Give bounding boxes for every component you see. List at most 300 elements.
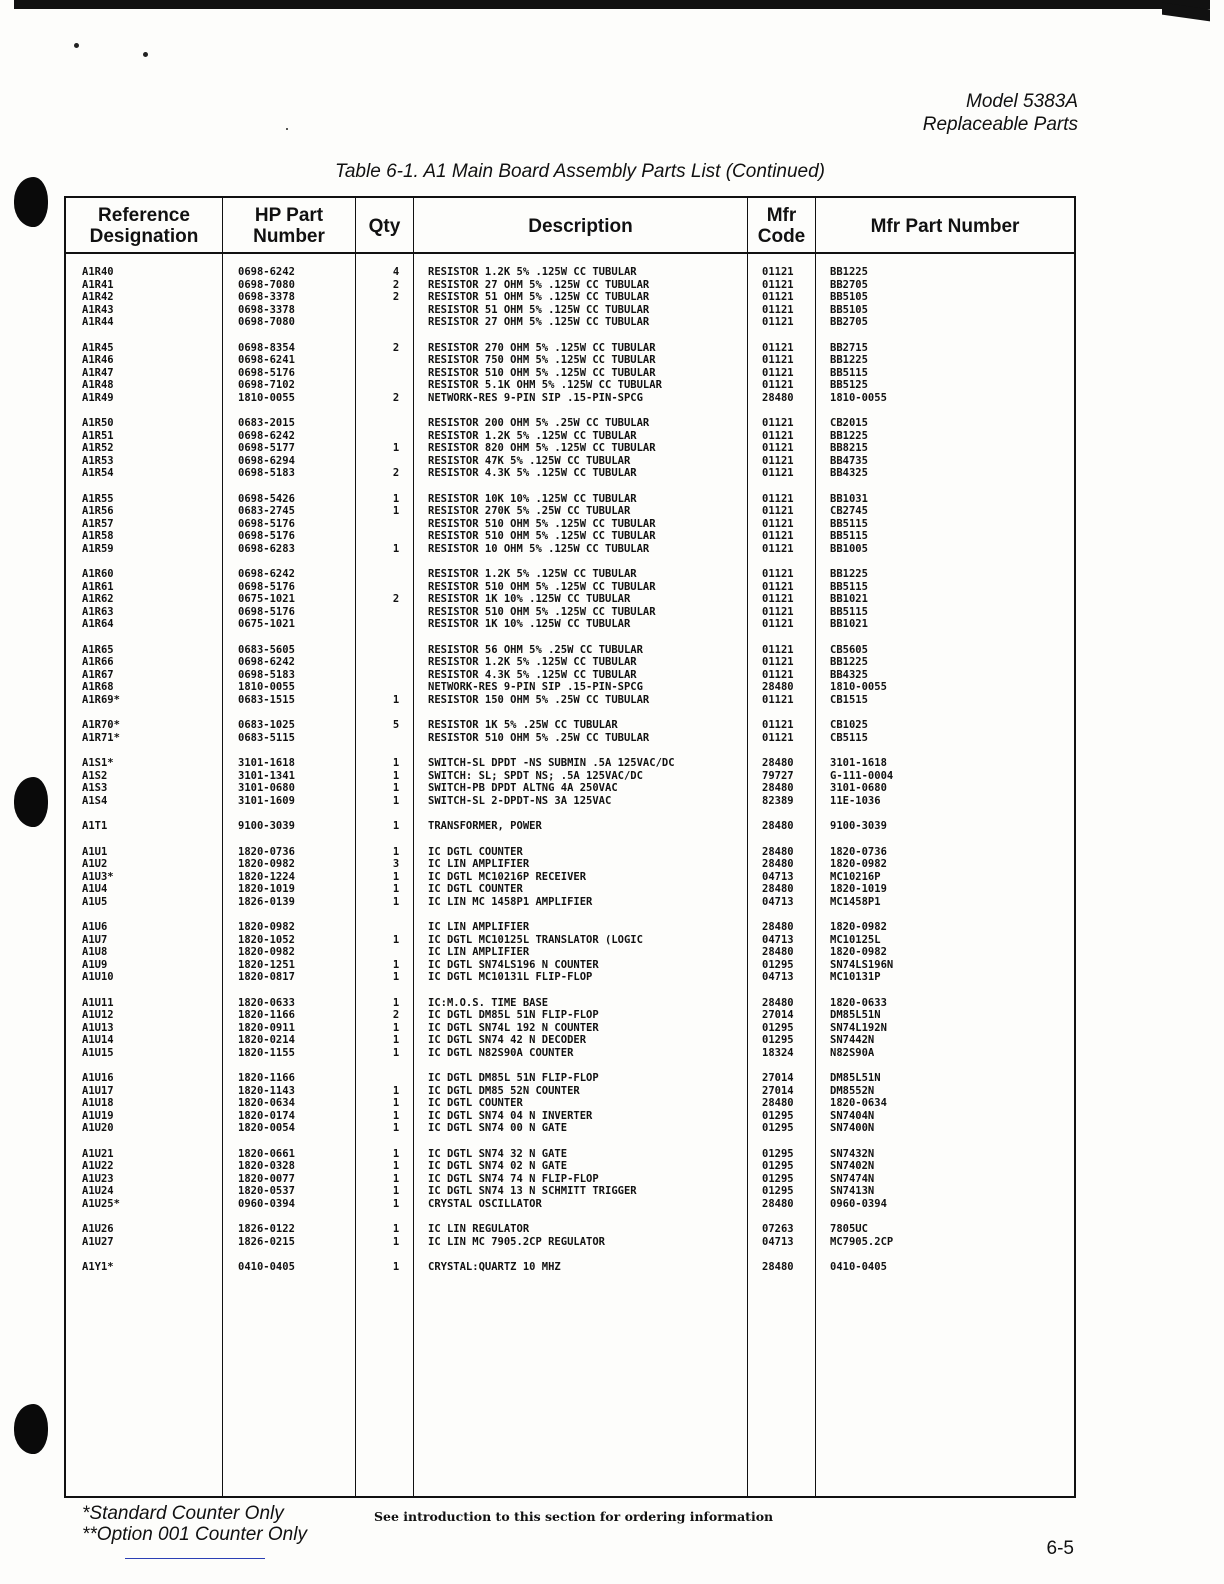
cell-mfr-code: 01121: [762, 417, 794, 429]
table-row: [66, 581, 1074, 594]
cell-mfr-part-number: SN7413N: [830, 1185, 875, 1197]
cell-mfr-part-number: BB2705: [830, 278, 868, 291]
table-row: [66, 1022, 1074, 1035]
cell-description: RESISTOR 4.3K 5% .125W CC TUBULAR: [428, 668, 637, 681]
table-row: [66, 1072, 1074, 1085]
cell-hp-part-number: 1820-0214: [238, 1034, 295, 1046]
row-group: [66, 1223, 1074, 1248]
cell-reference-designation: A1U16: [82, 1072, 114, 1084]
cell-hp-part-number: 0683-1025: [238, 719, 295, 731]
cell-description: IC LIN MC 1458P1 AMPLIFIER: [428, 895, 593, 908]
cell-hp-part-number: 0698-6241: [238, 354, 295, 366]
cell-mfr-code: 01121: [762, 454, 794, 467]
cell-mfr-code: 01121: [762, 656, 794, 668]
cell-mfr-part-number: MC7905.2CP: [830, 1235, 894, 1248]
cell-description: RESISTOR 510 OHM 5% .25W CC TUBULAR: [428, 731, 650, 744]
cell-mfr-code: 27014: [762, 1084, 794, 1097]
table-row: [66, 1236, 1074, 1249]
section-label: Replaceable Parts: [922, 114, 1078, 135]
cell-hp-part-number: 1820-1019: [238, 883, 295, 895]
table-row: [66, 1034, 1074, 1047]
cell-reference-designation: A1U9: [82, 958, 108, 971]
cell-mfr-part-number: 1820-0982: [830, 921, 887, 933]
cell-qty: 1: [392, 1097, 400, 1109]
cell-description: IC DGTL SN74 32 N GATE: [428, 1147, 568, 1160]
cell-reference-designation: A1R66: [82, 656, 114, 668]
cell-reference-designation: A1R59: [82, 542, 114, 555]
cell-hp-part-number: 0683-2745: [238, 505, 295, 517]
cell-description: RESISTOR 51 OHM 5% .125W CC TUBULAR: [428, 303, 650, 316]
cell-hp-part-number: 0698-7080: [238, 278, 295, 291]
cell-reference-designation: A1R68: [82, 681, 114, 693]
cell-hp-part-number: 1820-1166: [238, 1009, 295, 1021]
cell-description: SWITCH-SL DPDT -NS SUBMIN .5A 125VAC/DC: [428, 757, 675, 769]
cell-hp-part-number: 3101-1609: [238, 794, 295, 807]
cell-mfr-code: 01295: [762, 1021, 794, 1034]
cell-hp-part-number: 0698-3378: [238, 303, 295, 316]
cell-qty: 1: [392, 1261, 400, 1273]
cell-qty: 1: [392, 442, 400, 454]
cell-mfr-code: 01121: [762, 542, 794, 555]
cell-mfr-part-number: 3101-0680: [830, 782, 887, 794]
cell-hp-part-number: 0410-0405: [238, 1261, 295, 1273]
table-row: [66, 430, 1074, 443]
table-row: [66, 1122, 1074, 1135]
cell-reference-designation: A1Y1*: [82, 1261, 114, 1273]
table-row: [66, 732, 1074, 745]
table-row: [66, 606, 1074, 619]
cell-hp-part-number: 0698-5183: [238, 668, 295, 681]
cell-qty: 2: [392, 391, 400, 404]
cell-hp-part-number: 1810-0055: [238, 391, 295, 404]
table-row: [66, 1009, 1074, 1022]
cell-mfr-part-number: 9100-3039: [830, 820, 887, 832]
cell-reference-designation: A1S2: [82, 769, 108, 782]
cell-mfr-part-number: SN7404N: [830, 1109, 875, 1122]
cell-reference-designation: A1R40: [82, 266, 114, 278]
cell-qty: 1: [392, 895, 400, 908]
cell-reference-designation: A1U10: [82, 971, 114, 983]
cell-reference-designation: A1R67: [82, 668, 114, 681]
cell-mfr-part-number: BB4325: [830, 668, 868, 681]
cell-mfr-code: 04713: [762, 971, 794, 983]
cell-hp-part-number: 9100-3039: [238, 820, 295, 832]
row-group: [66, 820, 1074, 833]
cell-mfr-code: 04713: [762, 1235, 794, 1248]
cell-hp-part-number: 3101-1341: [238, 769, 295, 782]
cell-qty: 1: [392, 794, 400, 807]
cell-hp-part-number: 1820-0537: [238, 1185, 295, 1197]
cell-mfr-part-number: BB5125: [830, 379, 868, 391]
cell-mfr-code: 01121: [762, 341, 794, 354]
cell-qty: 2: [392, 291, 400, 303]
cell-reference-designation: A1U8: [82, 946, 108, 958]
cell-mfr-code: 04713: [762, 895, 794, 908]
cell-qty: 1: [392, 1223, 400, 1235]
binder-hole: [14, 177, 48, 227]
cell-description: NETWORK-RES 9-PIN SIP .15-PIN-SPCG: [428, 391, 643, 404]
model-label: Model 5383A: [966, 91, 1078, 112]
footnotes: [82, 1503, 307, 1545]
cell-description: IC DGTL SN74LS196 N COUNTER: [428, 958, 599, 971]
cell-description: RESISTOR 1.2K 5% .125W CC TUBULAR: [428, 429, 637, 442]
cell-hp-part-number: 1826-0139: [238, 895, 295, 908]
cell-mfr-part-number: MC10131P: [830, 971, 881, 983]
table-title: Table 6-1. A1 Main Board Assembly Parts List (Continued): [335, 161, 826, 182]
cell-mfr-code: 01121: [762, 643, 794, 656]
cell-description: IC LIN MC 7905.2CP REGULATOR: [428, 1235, 606, 1248]
cell-description: RESISTOR 510 OHM 5% .125W CC TUBULAR: [428, 605, 656, 618]
cell-reference-designation: A1R62: [82, 593, 114, 605]
cell-mfr-code: 79727: [762, 769, 794, 782]
table-row: [66, 266, 1074, 279]
cell-mfr-code: 27014: [762, 1072, 794, 1084]
cell-mfr-part-number: BB2705: [830, 316, 868, 328]
cell-mfr-code: 01121: [762, 492, 794, 505]
cell-description: SWITCH-PB DPDT ALTNG 4A 250VAC: [428, 782, 618, 794]
cell-qty: 1: [392, 693, 400, 706]
footnote-option: **Option 001 Counter Only: [82, 1524, 307, 1545]
cell-hp-part-number: 0683-2015: [238, 417, 295, 429]
cell-description: RESISTOR 1K 10% .125W CC TUBULAR: [428, 593, 631, 605]
cell-reference-designation: A1R41: [82, 278, 114, 291]
table-row: [66, 959, 1074, 972]
row-group: [66, 417, 1074, 480]
cell-hp-part-number: 0698-5176: [238, 530, 295, 542]
cell-hp-part-number: 1820-1251: [238, 958, 295, 971]
row-group: [66, 1261, 1074, 1274]
cell-qty: 1: [392, 1084, 400, 1097]
table-row: [66, 694, 1074, 707]
cell-reference-designation: A1U22: [82, 1160, 114, 1172]
cell-reference-designation: A1R50: [82, 417, 114, 429]
cell-reference-designation: A1R48: [82, 379, 114, 391]
cell-hp-part-number: 1820-1166: [238, 1072, 295, 1084]
cell-hp-part-number: 0698-6242: [238, 568, 295, 580]
cell-mfr-code: 01121: [762, 719, 794, 731]
cell-mfr-part-number: DM85L51N: [830, 1009, 881, 1021]
cell-description: NETWORK-RES 9-PIN SIP .15-PIN-SPCG: [428, 681, 643, 693]
cell-mfr-part-number: BB5115: [830, 580, 868, 593]
cell-hp-part-number: 0698-6242: [238, 266, 295, 278]
cell-mfr-code: 28480: [762, 858, 794, 870]
cell-reference-designation: A1R42: [82, 291, 114, 303]
cell-reference-designation: A1R69*: [82, 693, 120, 706]
cell-description: IC DGTL DM85 52N COUNTER: [428, 1084, 580, 1097]
speck-mark: [286, 128, 288, 130]
cell-reference-designation: A1R58: [82, 530, 114, 542]
cell-hp-part-number: 0698-5183: [238, 467, 295, 479]
cell-mfr-code: 28480: [762, 681, 794, 693]
cell-mfr-code: 01295: [762, 958, 794, 971]
cell-description: IC DGTL DM85L 51N FLIP-FLOP: [428, 1009, 599, 1021]
cell-reference-designation: A1R71*: [82, 731, 120, 744]
cell-reference-designation: A1R53: [82, 454, 114, 467]
cell-reference-designation: A1R51: [82, 429, 114, 442]
cell-qty: 1: [392, 1197, 400, 1210]
cell-description: IC DGTL COUNTER: [428, 1097, 523, 1109]
cell-reference-designation: A1U11: [82, 996, 114, 1009]
cell-qty: 1: [392, 883, 400, 895]
cell-qty: 1: [392, 1235, 400, 1248]
cell-hp-part-number: 0698-5176: [238, 517, 295, 530]
cell-mfr-code: 28480: [762, 921, 794, 933]
row-group: [66, 997, 1074, 1060]
cell-description: RESISTOR 510 OHM 5% .125W CC TUBULAR: [428, 366, 656, 379]
cell-qty: 1: [392, 845, 400, 858]
cell-mfr-part-number: BB5115: [830, 605, 868, 618]
cell-hp-part-number: 0698-3378: [238, 291, 295, 303]
cell-mfr-part-number: 1820-0634: [830, 1097, 887, 1109]
cell-qty: 1: [392, 1160, 400, 1172]
cell-mfr-code: 01121: [762, 303, 794, 316]
cell-description: RESISTOR 51 OHM 5% .125W CC TUBULAR: [428, 291, 650, 303]
cell-mfr-part-number: 0410-0405: [830, 1261, 887, 1273]
table-row: [66, 442, 1074, 455]
cell-reference-designation: A1U21: [82, 1147, 114, 1160]
cell-hp-part-number: 1820-1052: [238, 933, 295, 946]
table-row: [66, 417, 1074, 430]
cell-reference-designation: A1U15: [82, 1046, 114, 1059]
cell-reference-designation: A1U7: [82, 933, 108, 946]
header-mfr-code: Mfr Code: [757, 205, 806, 247]
cell-hp-part-number: 1820-0817: [238, 971, 295, 983]
table-row: [66, 757, 1074, 770]
row-group: [66, 846, 1074, 909]
table-row: [66, 921, 1074, 934]
table-row: [66, 530, 1074, 543]
table-row: [66, 820, 1074, 833]
cell-hp-part-number: 1820-0911: [238, 1021, 295, 1034]
cell-qty: 1: [392, 933, 400, 946]
cell-description: RESISTOR 10K 10% .125W CC TUBULAR: [428, 492, 637, 505]
cell-hp-part-number: 1820-1155: [238, 1046, 295, 1059]
table-row: [66, 656, 1074, 669]
cell-hp-part-number: 3101-0680: [238, 782, 295, 794]
cell-description: RESISTOR 27 OHM 5% .125W CC TUBULAR: [428, 278, 650, 291]
cell-qty: 1: [392, 996, 400, 1009]
cell-mfr-part-number: CB1515: [830, 693, 868, 706]
cell-mfr-code: 28480: [762, 946, 794, 958]
cell-hp-part-number: 0698-5177: [238, 442, 295, 454]
cell-qty: 1: [392, 769, 400, 782]
cell-mfr-part-number: N82S90A: [830, 1046, 875, 1059]
cell-mfr-code: 01121: [762, 530, 794, 542]
table-row: [66, 644, 1074, 657]
cell-mfr-code: 01121: [762, 605, 794, 618]
cell-mfr-code: 28480: [762, 820, 794, 832]
cell-mfr-part-number: SN7402N: [830, 1160, 875, 1172]
cell-qty: 1: [392, 1147, 400, 1160]
ink-underline: [125, 1558, 265, 1559]
cell-mfr-part-number: 1820-0982: [830, 858, 887, 870]
table-row: [66, 846, 1074, 859]
cell-reference-designation: A1R47: [82, 366, 114, 379]
cell-mfr-part-number: BB5115: [830, 530, 868, 542]
cell-hp-part-number: 0698-6294: [238, 454, 295, 467]
page-number: 6-5: [1046, 1538, 1074, 1559]
cell-description: RESISTOR 4.3K 5% .125W CC TUBULAR: [428, 467, 637, 479]
cell-mfr-code: 01295: [762, 1160, 794, 1172]
cell-reference-designation: A1R57: [82, 517, 114, 530]
cell-mfr-code: 01121: [762, 593, 794, 605]
table-row: [66, 1110, 1074, 1123]
row-group: [66, 1148, 1074, 1211]
cell-mfr-part-number: BB1021: [830, 618, 868, 630]
cell-hp-part-number: 1820-1143: [238, 1084, 295, 1097]
cell-description: IC DGTL SN74 02 N GATE: [428, 1160, 568, 1172]
cell-reference-designation: A1S4: [82, 794, 108, 807]
speck-mark: [74, 43, 79, 48]
cell-mfr-part-number: BB5105: [830, 291, 868, 303]
row-group: [66, 568, 1074, 631]
cell-reference-designation: A1R52: [82, 442, 114, 454]
row-group: [66, 719, 1074, 744]
cell-description: RESISTOR 10 OHM 5% .125W CC TUBULAR: [428, 542, 650, 555]
cell-mfr-code: 01121: [762, 429, 794, 442]
cell-mfr-part-number: CB2745: [830, 505, 868, 517]
cell-qty: 1: [392, 820, 400, 832]
cell-mfr-code: 18324: [762, 1046, 794, 1059]
table-row: [66, 719, 1074, 732]
cell-reference-designation: A1R55: [82, 492, 114, 505]
cell-reference-designation: A1U2: [82, 858, 108, 870]
table-row: [66, 354, 1074, 367]
cell-mfr-part-number: CB2015: [830, 417, 868, 429]
cell-reference-designation: A1T1: [82, 820, 108, 832]
cell-hp-part-number: 1820-0982: [238, 858, 295, 870]
cell-description: RESISTOR 200 OHM 5% .25W CC TUBULAR: [428, 417, 650, 429]
cell-qty: 2: [392, 278, 400, 291]
table-row: [66, 316, 1074, 329]
cell-reference-designation: A1U24: [82, 1185, 114, 1197]
cell-description: CRYSTAL:QUARTZ 10 MHZ: [428, 1261, 561, 1273]
header-reference-designation: Reference Designation: [89, 205, 199, 247]
cell-hp-part-number: 0698-6242: [238, 656, 295, 668]
cell-reference-designation: A1R46: [82, 354, 114, 366]
cell-mfr-part-number: BB1005: [830, 542, 868, 555]
cell-mfr-code: 01121: [762, 505, 794, 517]
cell-reference-designation: A1R45: [82, 341, 114, 354]
cell-description: CRYSTAL OSCILLATOR: [428, 1197, 542, 1210]
cell-mfr-part-number: 3101-1618: [830, 757, 887, 769]
cell-mfr-code: 01295: [762, 1122, 794, 1134]
cell-mfr-code: 01121: [762, 568, 794, 580]
cell-reference-designation: A1U4: [82, 883, 108, 895]
cell-qty: 1: [392, 492, 400, 505]
table-row: [66, 858, 1074, 871]
cell-description: RESISTOR 47K 5% .125W CC TUBULAR: [428, 454, 631, 467]
cell-hp-part-number: 3101-1618: [238, 757, 295, 769]
top-edge-bar: [14, 0, 1210, 9]
table-row: [66, 279, 1074, 292]
cell-hp-part-number: 0683-1515: [238, 693, 295, 706]
cell-mfr-part-number: 7805UC: [830, 1223, 868, 1235]
table-row: [66, 1198, 1074, 1211]
cell-mfr-part-number: BB8215: [830, 442, 868, 454]
cell-reference-designation: A1U25*: [82, 1197, 120, 1210]
cell-mfr-code: 04713: [762, 870, 794, 883]
cell-reference-designation: A1R64: [82, 618, 114, 630]
cell-description: IC DGTL MC10216P RECEIVER: [428, 870, 587, 883]
cell-mfr-code: 28480: [762, 883, 794, 895]
cell-description: RESISTOR 1K 5% .25W CC TUBULAR: [428, 719, 618, 731]
cell-hp-part-number: 1820-0661: [238, 1147, 295, 1160]
cell-reference-designation: A1R49: [82, 391, 114, 404]
cell-mfr-part-number: SN7442N: [830, 1034, 875, 1046]
cell-mfr-code: 01121: [762, 693, 794, 706]
cell-mfr-part-number: BB5105: [830, 303, 868, 316]
cell-reference-designation: A1R54: [82, 467, 114, 479]
header-qty: Qty: [368, 215, 401, 237]
cell-mfr-code: 01121: [762, 731, 794, 744]
binder-hole: [14, 777, 48, 827]
table-row: [66, 1223, 1074, 1236]
cell-mfr-part-number: MC10125L: [830, 933, 881, 946]
cell-mfr-part-number: BB4325: [830, 467, 868, 479]
table-row: [66, 467, 1074, 480]
cell-reference-designation: A1R63: [82, 605, 114, 618]
cell-hp-part-number: 1820-0328: [238, 1160, 295, 1172]
table-row: [66, 1185, 1074, 1198]
cell-mfr-code: 01295: [762, 1185, 794, 1197]
cell-hp-part-number: 0675-1021: [238, 593, 295, 605]
cell-mfr-code: 01121: [762, 266, 794, 278]
cell-mfr-part-number: DM8552N: [830, 1084, 875, 1097]
cell-mfr-code: 01121: [762, 580, 794, 593]
table-row: [66, 871, 1074, 884]
cell-hp-part-number: 1820-0174: [238, 1109, 295, 1122]
cell-mfr-part-number: SN74LS196N: [830, 958, 894, 971]
cell-mfr-code: 07263: [762, 1223, 794, 1235]
cell-mfr-part-number: BB1225: [830, 266, 868, 278]
cell-hp-part-number: 0683-5605: [238, 643, 295, 656]
row-group: [66, 1072, 1074, 1135]
cell-mfr-code: 28480: [762, 757, 794, 769]
row-group: [66, 757, 1074, 807]
cell-mfr-code: 01121: [762, 291, 794, 303]
cell-description: RESISTOR 27 OHM 5% .125W CC TUBULAR: [428, 316, 650, 328]
table-row: [66, 1160, 1074, 1173]
cell-mfr-part-number: DM85L51N: [830, 1072, 881, 1084]
cell-qty: 1: [392, 1021, 400, 1034]
cell-reference-designation: A1S3: [82, 782, 108, 794]
cell-reference-designation: A1R44: [82, 316, 114, 328]
cell-description: RESISTOR 270 OHM 5% .125W CC TUBULAR: [428, 341, 656, 354]
cell-description: RESISTOR 820 OHM 5% .125W CC TUBULAR: [428, 442, 656, 454]
cell-mfr-code: 28480: [762, 1197, 794, 1210]
cell-mfr-part-number: MC1458P1: [830, 895, 881, 908]
cell-hp-part-number: 0698-5176: [238, 580, 295, 593]
table-row: [66, 618, 1074, 631]
cell-mfr-part-number: SN7400N: [830, 1122, 875, 1134]
cell-qty: 1: [392, 1172, 400, 1185]
table-row: [66, 304, 1074, 317]
cell-qty: 1: [392, 971, 400, 983]
cell-hp-part-number: 1820-0054: [238, 1122, 295, 1134]
table-row: [66, 1173, 1074, 1186]
cell-hp-part-number: 1820-0982: [238, 921, 295, 933]
cell-mfr-part-number: SN7432N: [830, 1147, 875, 1160]
cell-mfr-part-number: BB1225: [830, 354, 868, 366]
cell-reference-designation: A1R60: [82, 568, 114, 580]
cell-description: RESISTOR 150 OHM 5% .25W CC TUBULAR: [428, 693, 650, 706]
cell-reference-designation: A1U12: [82, 1009, 114, 1021]
cell-hp-part-number: 0698-6283: [238, 542, 295, 555]
cell-qty: 1: [392, 870, 400, 883]
cell-description: RESISTOR 510 OHM 5% .125W CC TUBULAR: [428, 517, 656, 530]
cell-hp-part-number: 0960-0394: [238, 1197, 295, 1210]
